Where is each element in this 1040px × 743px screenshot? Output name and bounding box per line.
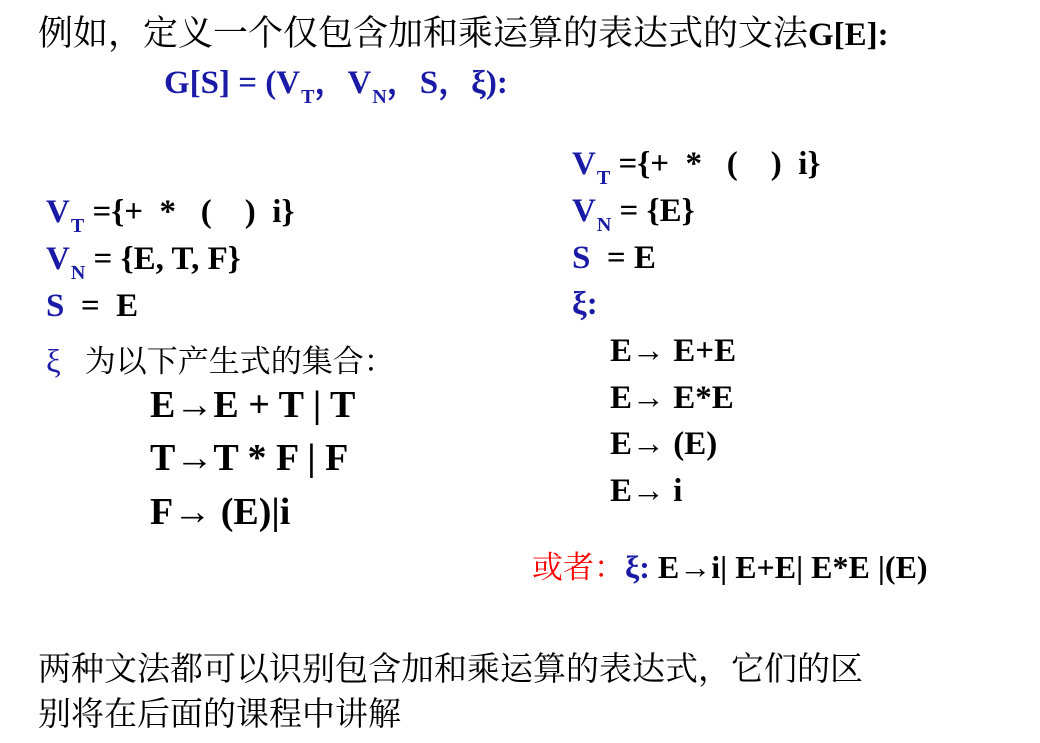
intro-line — [38, 6, 889, 56]
right-vt-label: V — [572, 146, 596, 182]
intro-text: 例如，定义一个仅包含加和乘运算的表达式的文法 — [38, 14, 809, 54]
left-xi-label: ξ — [46, 344, 61, 380]
right-s-label: S — [572, 240, 591, 276]
left-vt-value: ={+ * ( ) i} — [84, 194, 295, 230]
left-production-2: T→T * F | F — [150, 437, 349, 479]
left-vn-subscript: N — [70, 262, 86, 284]
alternative-line — [532, 542, 928, 587]
alternative-label: 或者： — [532, 550, 625, 586]
right-vt-subscript: T — [596, 167, 611, 189]
left-production-1: E→E + T | T — [150, 384, 356, 426]
right-s-line — [572, 240, 656, 277]
left-s-line — [46, 288, 138, 325]
right-vn-value: = {E} — [611, 193, 695, 229]
definition-separator: ，V — [314, 65, 372, 101]
right-production-2: E→ E*E — [610, 380, 734, 416]
left-production-3: F→ (E)|i — [150, 491, 291, 533]
left-vt-subscript: T — [70, 215, 85, 237]
right-vt-line — [572, 146, 821, 189]
left-vn-label: V — [46, 241, 70, 277]
left-vn-value: = {E, T, F} — [85, 241, 241, 277]
definition-t-subscript: T — [301, 86, 315, 108]
right-vn-line — [572, 193, 695, 236]
definition-lhs: G[S] = (V — [164, 65, 301, 101]
right-xi-label: ξ: — [572, 286, 598, 322]
right-production-4: E→ i — [610, 473, 683, 509]
right-s-value: = E — [590, 240, 656, 276]
alternative-xi: ξ: — [625, 549, 650, 585]
right-vn-subscript: N — [596, 214, 612, 236]
conclusion-line-2: 别将在后面的课程中讲解 — [38, 694, 401, 733]
left-xi-line — [46, 336, 395, 381]
alternative-expression: E→i| E+E| E*E |(E) — [649, 549, 928, 585]
left-vt-label: V — [46, 194, 70, 230]
definition-n-subscript: N — [372, 86, 387, 108]
right-vt-value: ={+ * ( ) i} — [610, 146, 821, 182]
left-vn-line — [46, 241, 241, 284]
left-s-value: = E — [64, 288, 139, 324]
left-vt-line — [46, 194, 295, 237]
definition-rest: ，S，ξ): — [386, 65, 508, 101]
grammar-definition — [164, 56, 508, 108]
right-production-1: E→ E+E — [610, 333, 737, 369]
right-production-3: E→ (E) — [610, 426, 718, 462]
left-s-label: S — [46, 288, 65, 324]
grammar-name: G[E]: — [808, 17, 889, 53]
right-vn-label: V — [572, 193, 596, 229]
conclusion-line-1: 两种文法都可以识别包含加和乘运算的表达式，它们的区 — [38, 649, 863, 688]
left-xi-text: 为以下产生式的集合： — [84, 344, 395, 380]
